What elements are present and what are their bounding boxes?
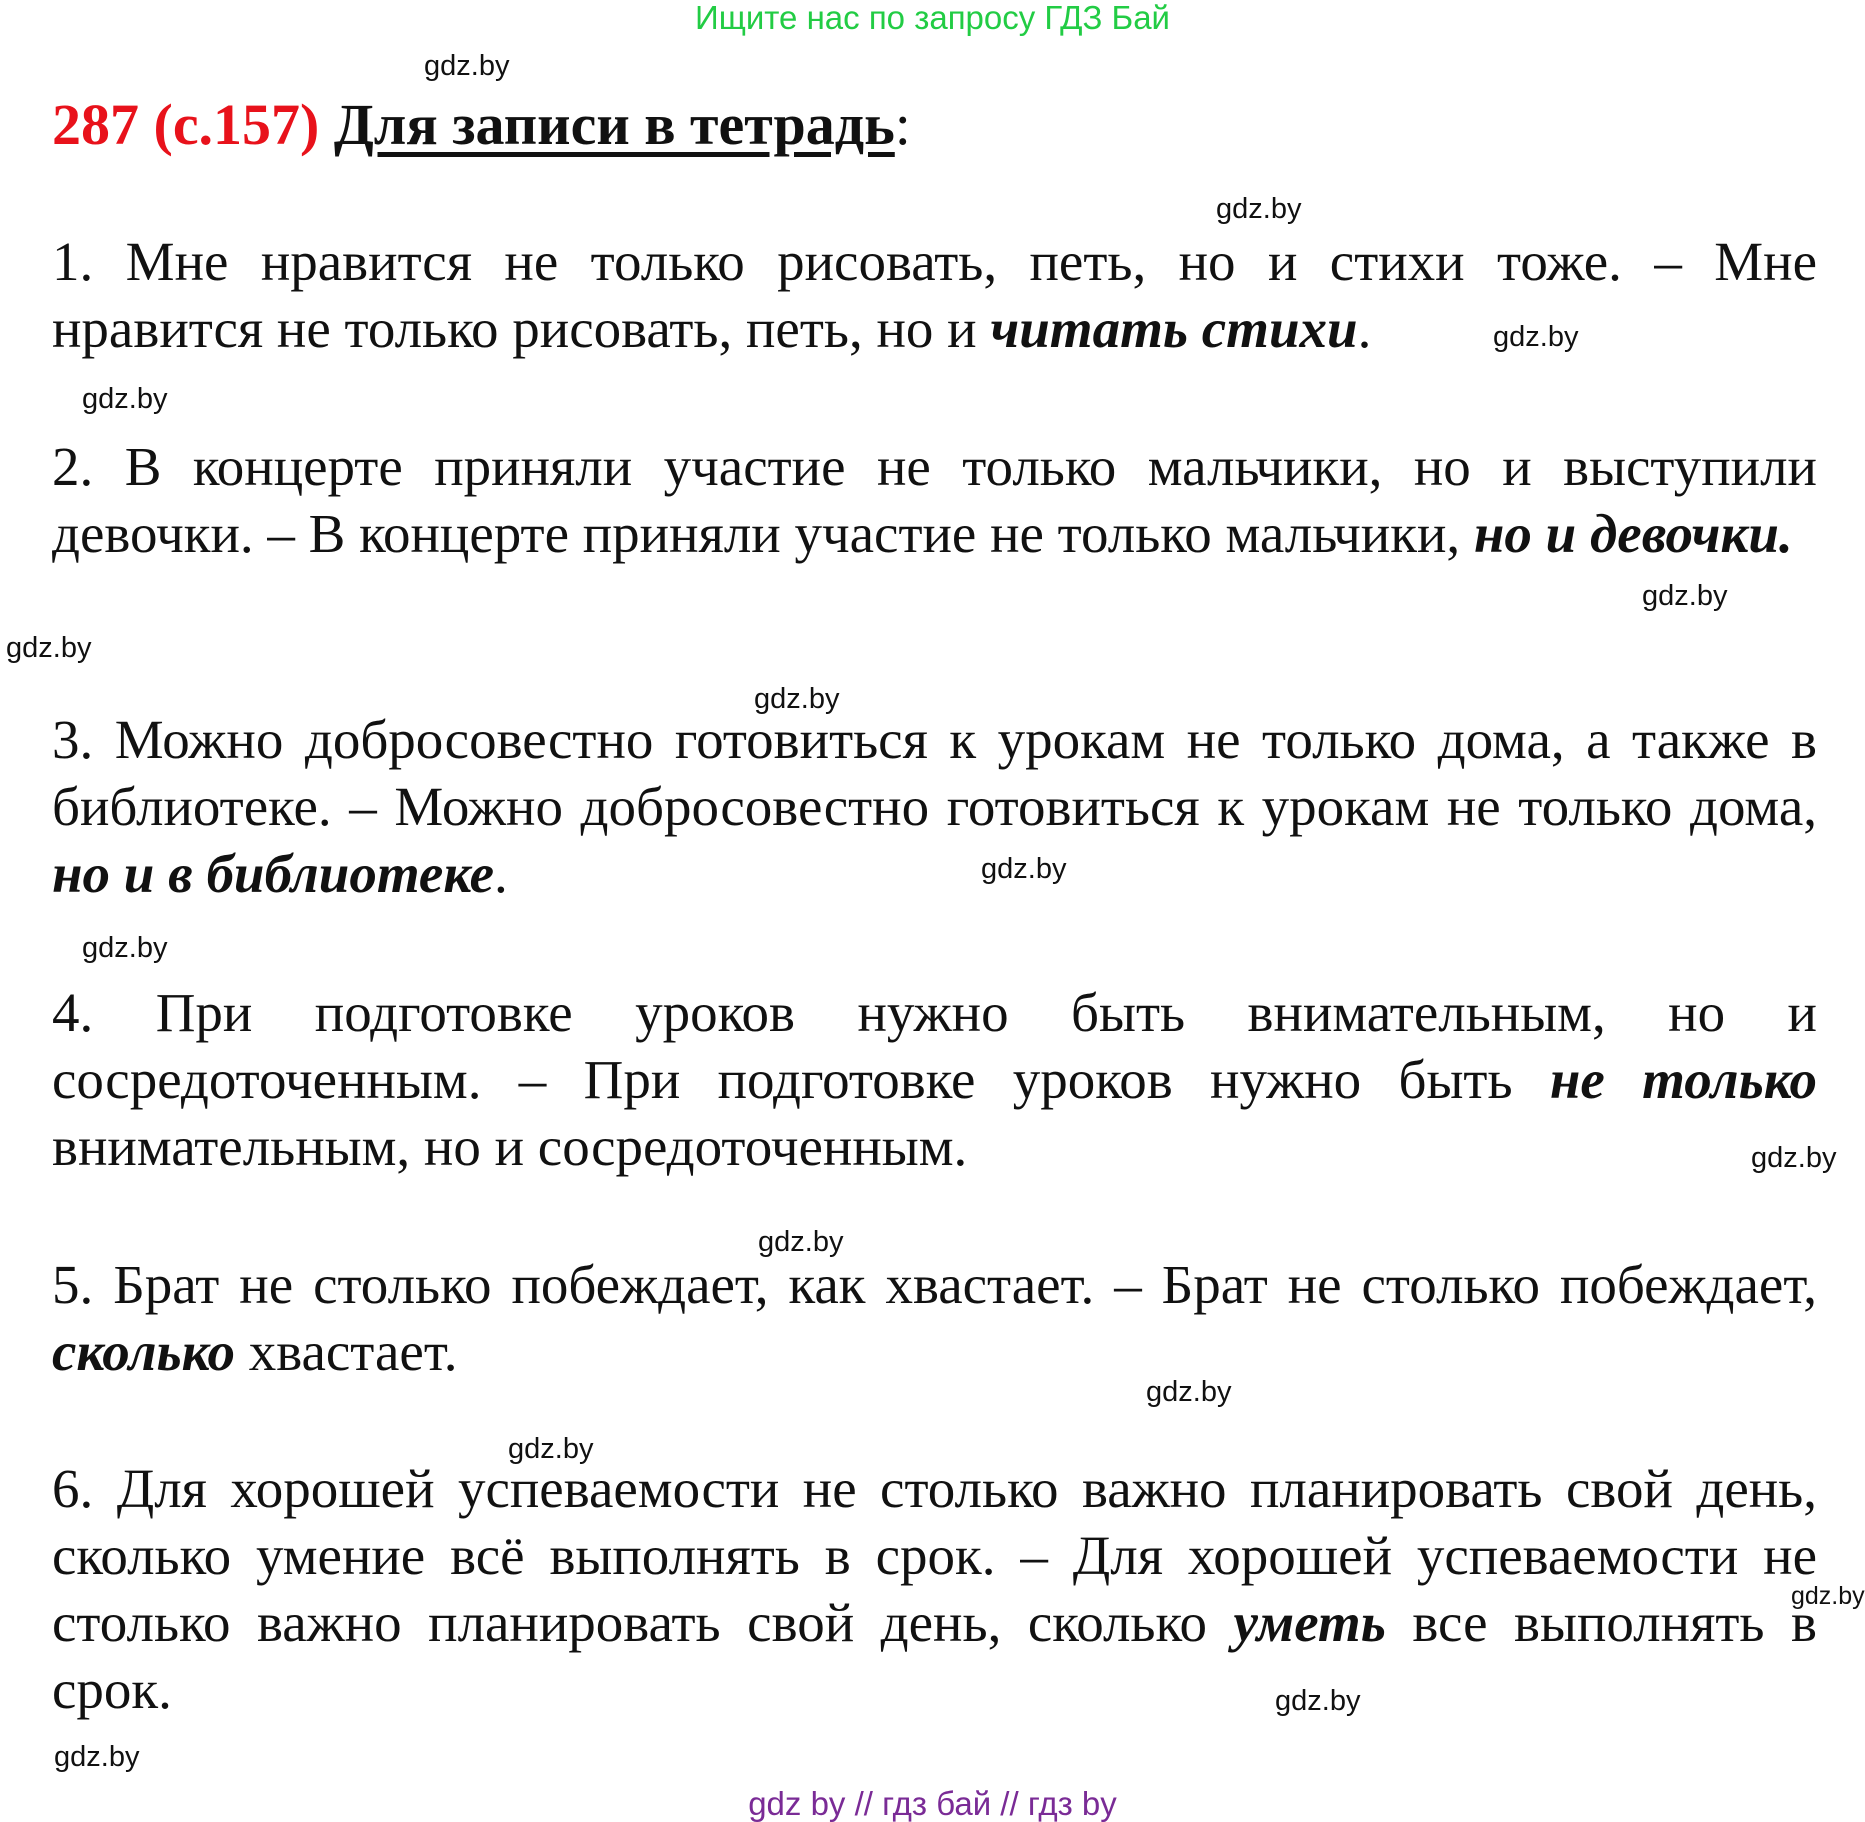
item-text: 6. Для хорошей успеваемости не столько важно планировать свой день, сколько умение всё выполнять в срок. – Для хорошей успеваемости не столько важно планировать свой день, сколько [52, 1458, 1817, 1653]
heading-colon: : [894, 92, 911, 157]
watermark: gdz.by [1751, 1142, 1837, 1174]
answer-item-3 [52, 706, 1817, 907]
watermark: gdz.by [82, 932, 168, 964]
search-banner: Ищите нас по запросу ГДЗ Бай [695, 0, 1170, 36]
item-text: 4. При подготовке уроков нужно быть внимательным, но и сосредоточенным. – При подготовке уроков нужно быть [52, 982, 1817, 1110]
item-text: 2. В концерте приняли участие не только мальчики, но и выступили девочки. – В концерте приняли участие не только мальчики, [52, 436, 1817, 564]
watermark: gdz.by [1791, 1582, 1865, 1610]
exercise-number: 287 (с.157) [52, 92, 320, 157]
item-text: 3. Можно добросовестно готовиться к урокам не только дома, а также в библиотеке. – Можно добросовестно готовиться к урокам не только дома, [52, 709, 1817, 837]
item-text-end: внимательным, но и сосредоточенным. [52, 1116, 968, 1177]
item-emphasis: уметь [1233, 1592, 1386, 1653]
item-emphasis: читать стихи [990, 298, 1358, 359]
watermark: gdz.by [6, 632, 92, 664]
answer-item-2 [52, 433, 1817, 567]
answer-item-6 [52, 1455, 1817, 1723]
exercise-heading [52, 92, 911, 158]
watermark: gdz.by [758, 1226, 844, 1258]
item-emphasis: но и девочки. [1473, 503, 1793, 564]
watermark: gdz.by [1642, 580, 1728, 612]
item-emphasis: сколько [52, 1321, 235, 1382]
exercise-title: Для записи в тетрадь [333, 92, 895, 157]
watermark: gdz.by [981, 853, 1067, 885]
item-text-end: все выполнять в срок. [52, 1592, 1817, 1720]
footer-watermark: gdz by // гдз бай // гдз by [748, 1785, 1117, 1822]
answer-item-5 [52, 1251, 1817, 1385]
item-text-end: хвастает. [234, 1321, 458, 1382]
item-text: 5. Брат не столько побеждает, как хвастает. – Брат не столько побеждает, [52, 1254, 1817, 1315]
item-emphasis: не только [1549, 1049, 1817, 1110]
watermark: gdz.by [1275, 1685, 1361, 1717]
watermark: gdz.by [1216, 193, 1302, 225]
item-text-end: . [1357, 298, 1372, 359]
item-text: 1. Мне нравится не только рисовать, петь, но и стихи тоже. – Мне нравится не только рисовать, петь, но и [52, 231, 1817, 359]
watermark: gdz.by [82, 383, 168, 415]
watermark: gdz.by [54, 1741, 140, 1773]
watermark: gdz.by [424, 50, 510, 82]
watermark: gdz.by [1493, 321, 1579, 353]
watermark: gdz.by [754, 683, 840, 715]
watermark: gdz.by [1146, 1376, 1232, 1408]
watermark: gdz.by [508, 1433, 594, 1465]
item-text-end: . [494, 843, 508, 904]
item-emphasis: но и в библиотеке [52, 843, 494, 904]
answer-item-4 [52, 979, 1817, 1180]
